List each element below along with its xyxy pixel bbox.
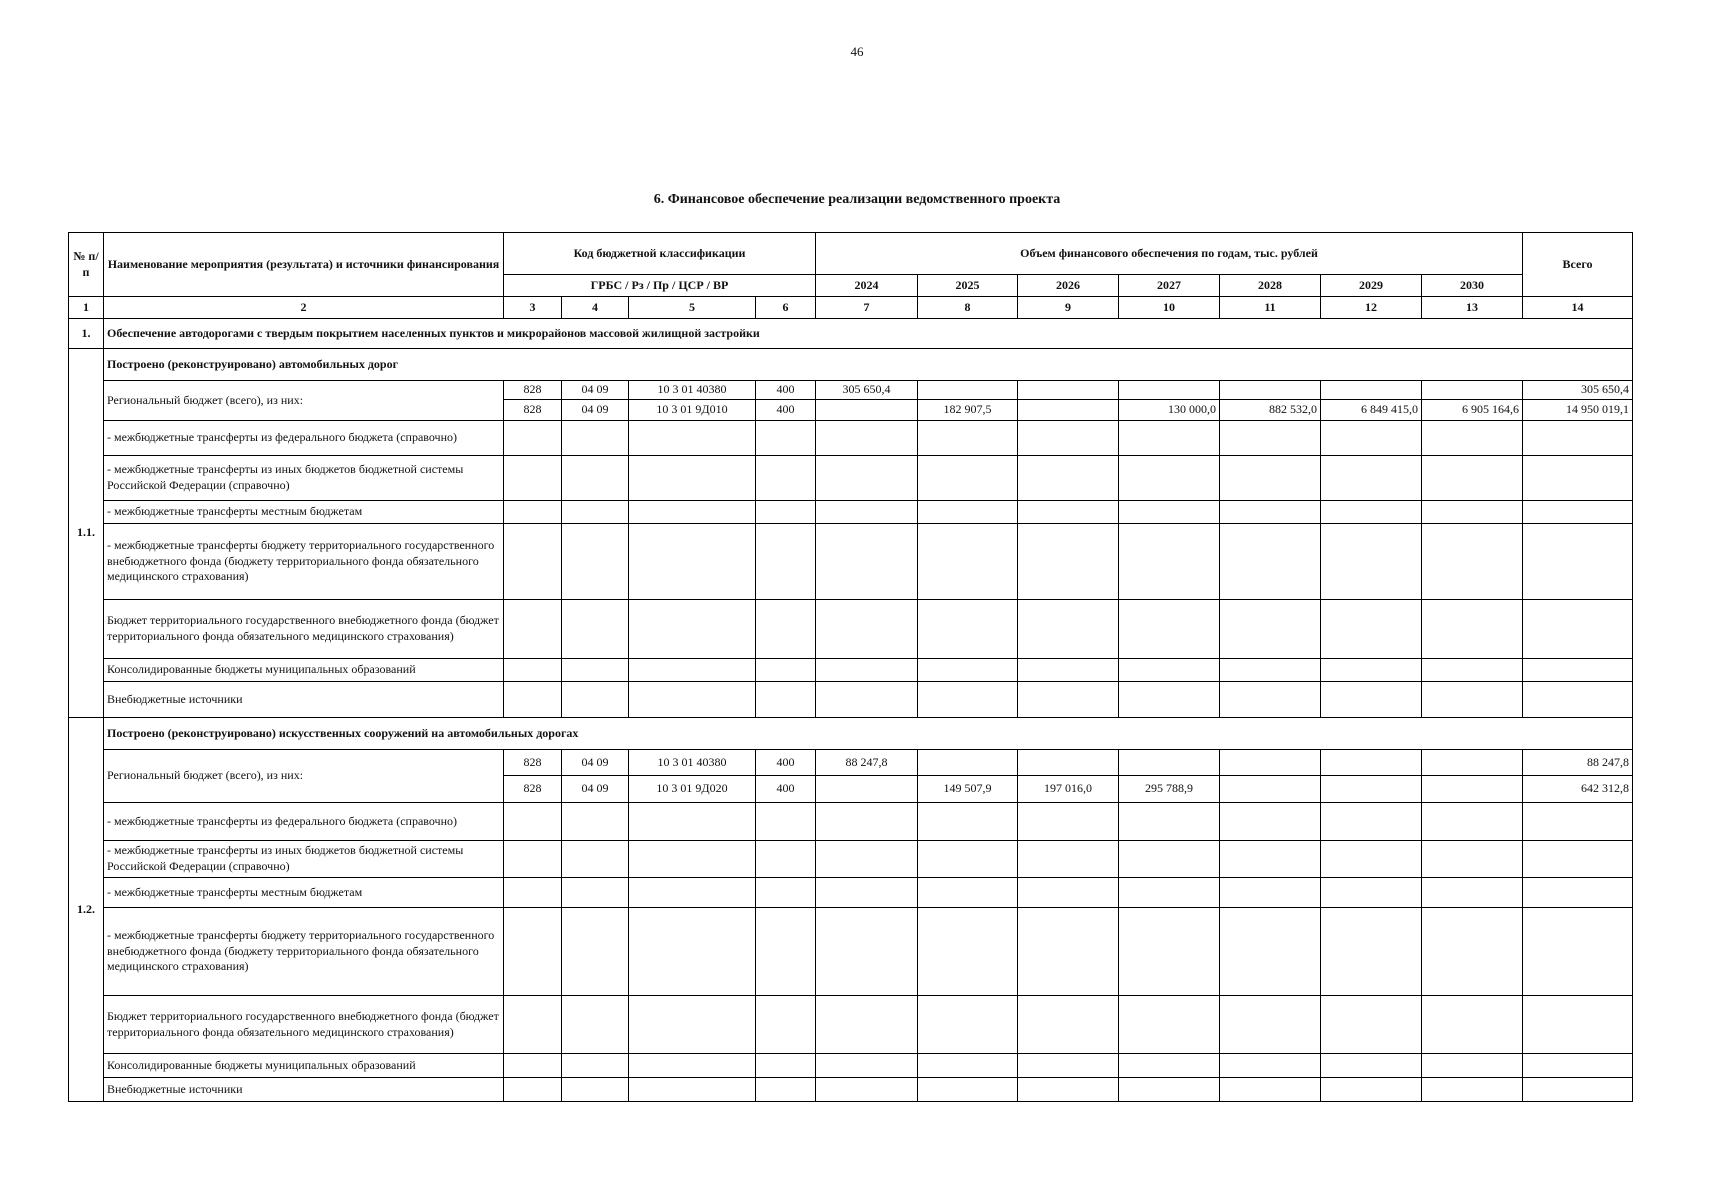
col-number: 9: [1018, 297, 1119, 319]
amount-2024: 305 650,4: [816, 381, 918, 400]
page-title: 6. Финансовое обеспечение реализации ведомственного проекта: [653, 192, 1061, 207]
tfoms-transfers-label: - межбюджетные трансферты бюджету территориального государственного внебюджетного фонда (бюджету территориального фонда обязательного медицинского страхования): [104, 524, 504, 600]
header-total: Всего: [1523, 233, 1633, 297]
extrabudget-label: Внебюджетные источники: [104, 682, 504, 718]
amount-2024: [816, 400, 918, 421]
amount-2026: [1018, 381, 1119, 400]
amount-2030: 6 905 164,6: [1422, 400, 1523, 421]
header-year: 2025: [918, 275, 1018, 297]
rz-pr-cell: 04 09: [562, 750, 629, 776]
col-number: 5: [629, 297, 756, 319]
header-year: 2026: [1018, 275, 1119, 297]
rz-pr-cell: 04 09: [562, 400, 629, 421]
vr-cell: 400: [756, 400, 816, 421]
header-code-group: Код бюджетной классификации: [504, 233, 816, 275]
regional-budget-label: Региональный бюджет (всего), из них:: [104, 381, 504, 421]
municipal-budgets-label: Консолидированные бюджеты муниципальных образований: [104, 659, 504, 682]
subsection-number: 1.1.: [69, 349, 104, 718]
amount-2026: 197 016,0: [1018, 776, 1119, 803]
amount-2028: [1220, 381, 1321, 400]
extrabudget-label: Внебюджетные источники: [104, 1078, 504, 1102]
grbs-cell: 828: [504, 776, 562, 803]
regional-budget-label: Региональный бюджет (всего), из них:: [104, 750, 504, 803]
amount-2030: [1422, 776, 1523, 803]
col-number: 4: [562, 297, 629, 319]
amount-2027: 295 788,9: [1119, 776, 1220, 803]
col-number: 6: [756, 297, 816, 319]
csr-cell: 10 3 01 40380: [629, 750, 756, 776]
grbs-cell: 828: [504, 400, 562, 421]
col-number: 1: [69, 297, 104, 319]
vr-cell: 400: [756, 750, 816, 776]
amount-2025: [918, 381, 1018, 400]
amount-2029: [1321, 750, 1422, 776]
csr-cell: 10 3 01 9Д020: [629, 776, 756, 803]
amount-2030: [1422, 381, 1523, 400]
amount-total: 642 312,8: [1523, 776, 1633, 803]
header-year: 2027: [1119, 275, 1220, 297]
col-number: 13: [1422, 297, 1523, 319]
financing-table: [68, 232, 1633, 1102]
col-number: 10: [1119, 297, 1220, 319]
amount-total: 14 950 019,1: [1523, 400, 1633, 421]
section-number: 1.: [69, 319, 104, 349]
amount-total: 88 247,8: [1523, 750, 1633, 776]
subsection-title: Построено (реконструировано) автомобильных дорог: [104, 349, 1633, 381]
header-code-sub: ГРБС / Рз / Пр / ЦСР / ВР: [504, 275, 816, 297]
amount-2026: [1018, 750, 1119, 776]
csr-cell: 10 3 01 9Д010: [629, 400, 756, 421]
section-title: Обеспечение автодорогами с твердым покрытием населенных пунктов и микрорайонов массовой жилищной застройки: [104, 319, 1633, 349]
header-year: 2028: [1220, 275, 1321, 297]
amount-2027: [1119, 750, 1220, 776]
subsection-number: 1.2.: [69, 718, 104, 1102]
amount-2026: [1018, 400, 1119, 421]
col-number: 12: [1321, 297, 1422, 319]
vr-cell: 400: [756, 381, 816, 400]
rz-pr-cell: 04 09: [562, 776, 629, 803]
amount-2028: [1220, 776, 1321, 803]
vr-cell: 400: [756, 776, 816, 803]
header-year: 2024: [816, 275, 918, 297]
other-budgets-transfers-label: - межбюджетные трансферты из иных бюджетов бюджетной системы Российской Федерации (справочно): [104, 841, 504, 878]
col-number: 8: [918, 297, 1018, 319]
federal-transfers-label: - межбюджетные трансферты из федерального бюджета (справочно): [104, 421, 504, 456]
amount-2027: [1119, 381, 1220, 400]
amount-2025: [918, 750, 1018, 776]
grbs-cell: 828: [504, 750, 562, 776]
amount-2025: 182 907,5: [918, 400, 1018, 421]
col-number: 7: [816, 297, 918, 319]
col-number: 11: [1220, 297, 1321, 319]
col-number: 3: [504, 297, 562, 319]
header-num: № п/п: [69, 233, 104, 297]
subsection-title: Построено (реконструировано) искусственных сооружений на автомобильных дорогах: [104, 718, 1633, 750]
amount-2029: [1321, 776, 1422, 803]
amount-2030: [1422, 750, 1523, 776]
rz-pr-cell: 04 09: [562, 381, 629, 400]
amount-2027: 130 000,0: [1119, 400, 1220, 421]
tfoms-transfers-label: - межбюджетные трансферты бюджету территориального государственного внебюджетного фонда (бюджету территориального фонда обязательного медицинского страхования): [104, 908, 504, 996]
tfoms-budget-label: Бюджет территориального государственного внебюджетного фонда (бюджет территориального фонда обязательного медицинского страхования): [104, 600, 504, 659]
amount-2025: 149 507,9: [918, 776, 1018, 803]
csr-cell: 10 3 01 40380: [629, 381, 756, 400]
amount-2029: [1321, 381, 1422, 400]
local-transfers-label: - межбюджетные трансферты местным бюджетам: [104, 878, 504, 908]
other-budgets-transfers-label: - межбюджетные трансферты из иных бюджетов бюджетной системы Российской Федерации (справочно): [104, 456, 504, 501]
header-volume-group: Объем финансового обеспечения по годам, тыс. рублей: [816, 233, 1523, 275]
col-number: 14: [1523, 297, 1633, 319]
header-year: 2030: [1422, 275, 1523, 297]
amount-total: 305 650,4: [1523, 381, 1633, 400]
amount-2024: [816, 776, 918, 803]
grbs-cell: 828: [504, 381, 562, 400]
page-number: 46: [850, 44, 864, 59]
federal-transfers-label: - межбюджетные трансферты из федерального бюджета (справочно): [104, 803, 504, 841]
municipal-budgets-label: Консолидированные бюджеты муниципальных образований: [104, 1054, 504, 1078]
tfoms-budget-label: Бюджет территориального государственного внебюджетного фонда (бюджет территориального фонда обязательного медицинского страхования): [104, 996, 504, 1054]
local-transfers-label: - межбюджетные трансферты местным бюджетам: [104, 501, 504, 524]
header-year: 2029: [1321, 275, 1422, 297]
header-name: Наименование мероприятия (результата) и источники финансирования: [104, 233, 504, 297]
amount-2028: 882 532,0: [1220, 400, 1321, 421]
amount-2028: [1220, 750, 1321, 776]
amount-2024: 88 247,8: [816, 750, 918, 776]
col-number: 2: [104, 297, 504, 319]
amount-2029: 6 849 415,0: [1321, 400, 1422, 421]
